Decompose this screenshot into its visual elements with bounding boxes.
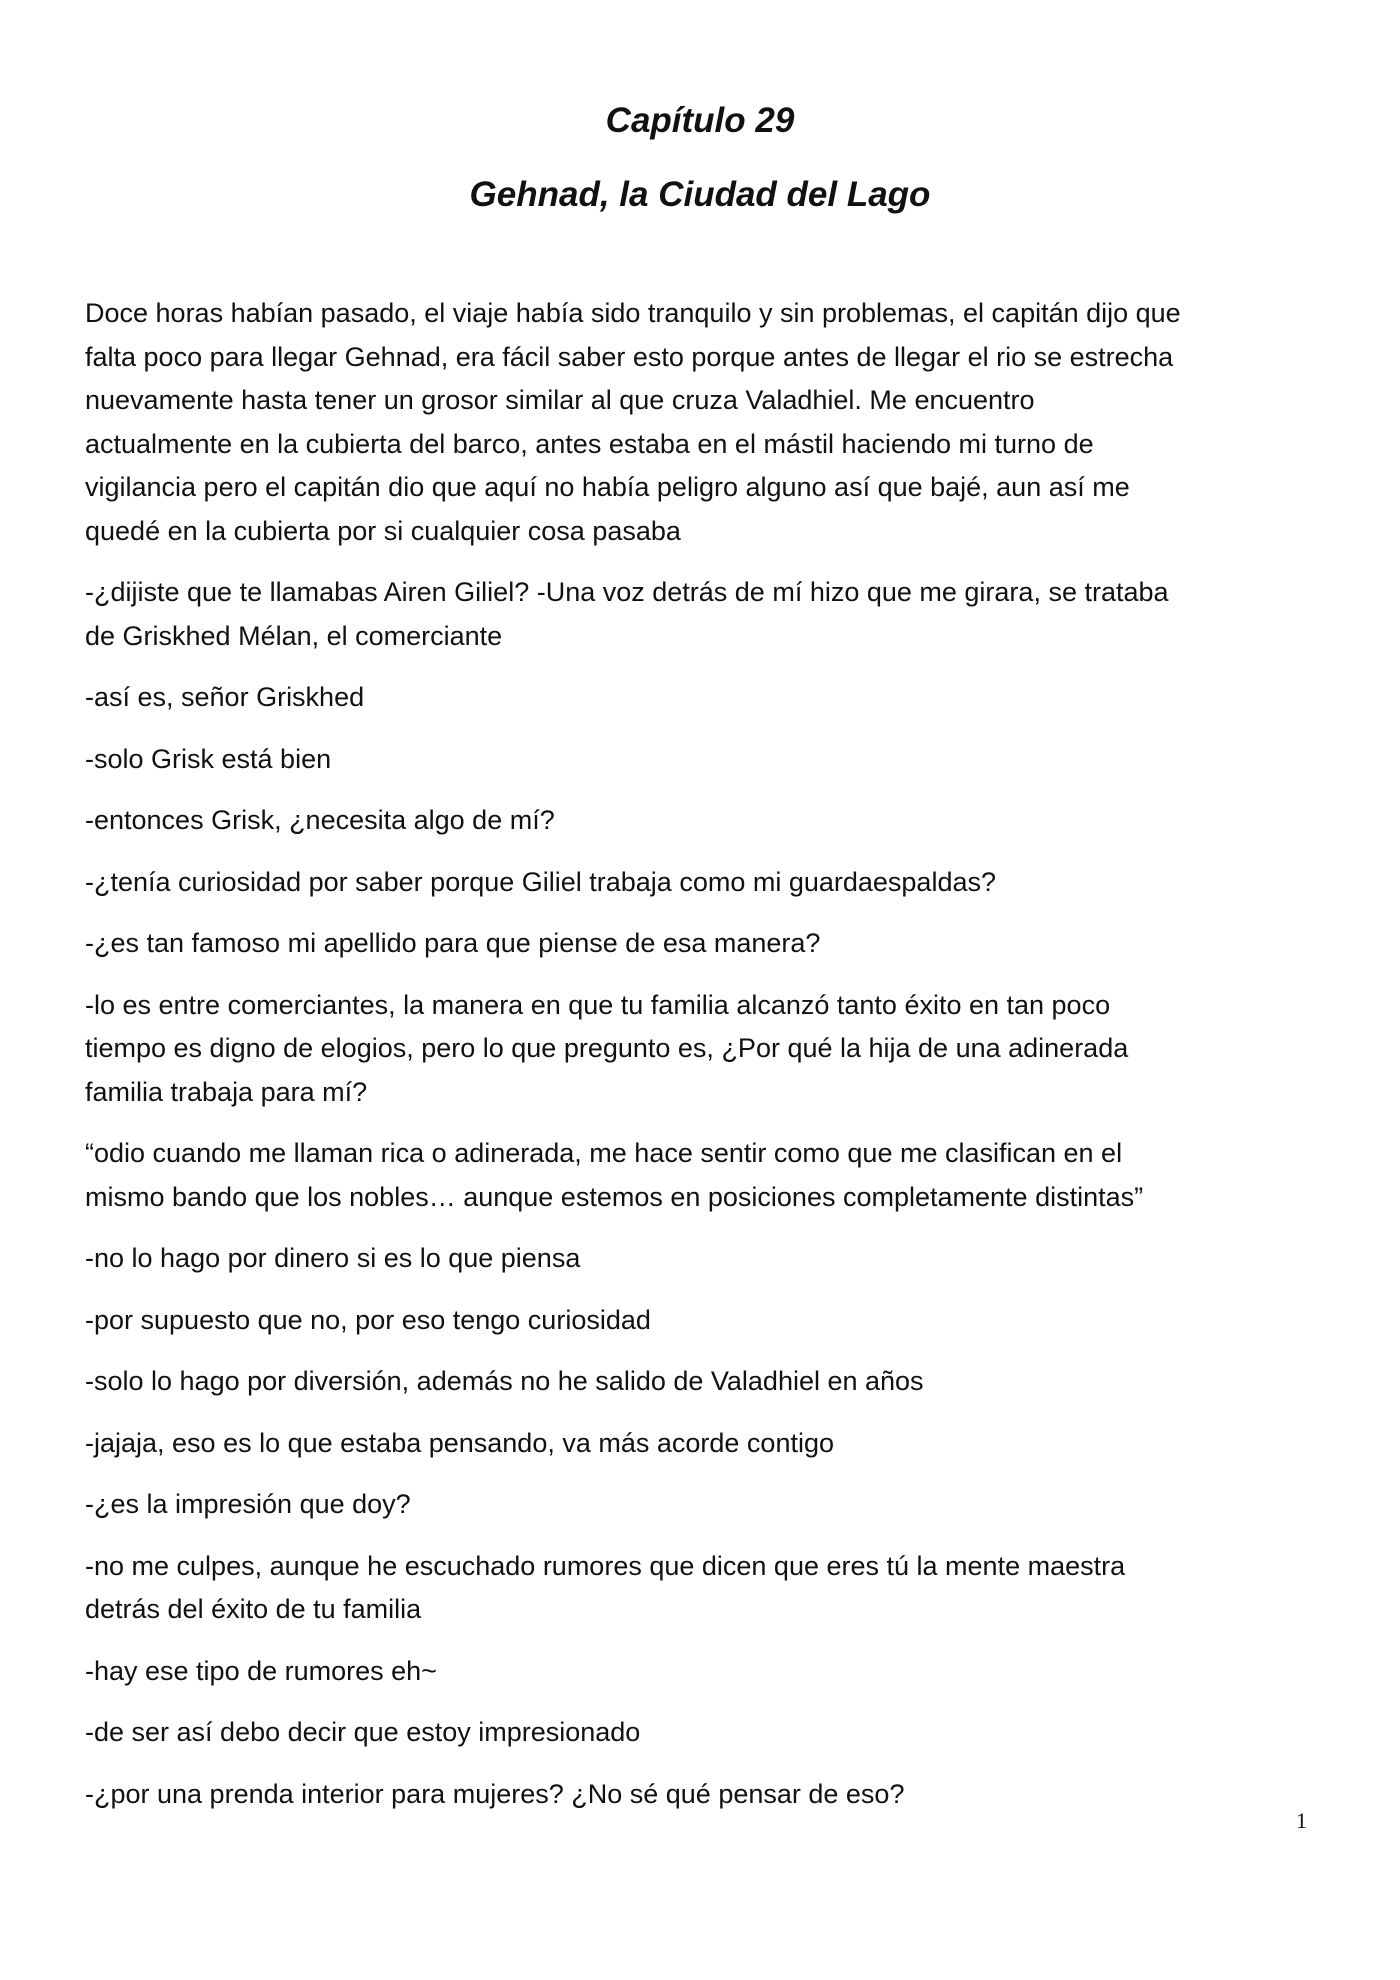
text-line: detrás del éxito de tu familia bbox=[85, 1594, 422, 1624]
paragraph bbox=[85, 1237, 1335, 1281]
text-line: -¿es la impresión que doy? bbox=[85, 1489, 411, 1519]
chapter-subtitle: Gehnad, la Ciudad del Lago bbox=[469, 175, 931, 214]
paragraph bbox=[85, 1773, 1335, 1817]
paragraph bbox=[85, 292, 1335, 553]
paragraph bbox=[85, 1545, 1335, 1632]
paragraph bbox=[85, 922, 1335, 966]
chapter-title: Capítulo 29 bbox=[605, 101, 795, 140]
body-text bbox=[85, 292, 1335, 1834]
paragraph bbox=[85, 861, 1335, 905]
text-line: -¿por una prenda interior para mujeres? ¿No sé qué pensar de eso? bbox=[85, 1778, 905, 1809]
text-line: -hay ese tipo de rumores eh~ bbox=[85, 1655, 437, 1686]
paragraph bbox=[85, 1299, 1335, 1343]
text-line: -jajaja, eso es lo que estaba pensando, va más acorde contigo bbox=[85, 1427, 834, 1458]
chapter-heading bbox=[0, 84, 1400, 232]
paragraph bbox=[85, 1422, 1335, 1466]
paragraph bbox=[85, 799, 1335, 843]
text-line: familia trabaja para mí? bbox=[85, 1076, 368, 1107]
text-line: tiempo es digno de elogios, pero lo que pregunto es, ¿Por qué la hija de una adinerada bbox=[85, 1033, 1129, 1063]
text-line: -de ser así debo decir que estoy impresionado bbox=[85, 1717, 641, 1747]
text-line: -no lo hago por dinero si es lo que piensa bbox=[85, 1243, 581, 1273]
text-line: nuevamente hasta tener un grosor similar al que cruza Valadhiel. Me encuentro bbox=[85, 385, 1035, 415]
paragraph bbox=[85, 1483, 1335, 1527]
text-line: -solo lo hago por diversión, además no he salido de Valadhiel en años bbox=[85, 1366, 924, 1396]
text-line: quedé en la cubierta por si cualquier cosa pasaba bbox=[85, 515, 681, 546]
paragraph bbox=[85, 571, 1335, 658]
text-line: de Griskhed Mélan, el comerciante bbox=[85, 620, 503, 651]
paragraph bbox=[85, 1132, 1335, 1219]
paragraph bbox=[85, 676, 1335, 720]
paragraph bbox=[85, 1650, 1335, 1694]
text-line: -¿dijiste que te llamabas Airen Giliel? -Una voz detrás de mí hizo que me girara, se trataba bbox=[85, 577, 1169, 607]
text-line: -no me culpes, aunque he escuchado rumores que dicen que eres tú la mente maestra bbox=[85, 1550, 1126, 1581]
text-line: -¿tenía curiosidad por saber porque Giliel trabaja como mi guardaespaldas? bbox=[85, 866, 996, 897]
text-line: Doce horas habían pasado, el viaje había sido tranquilo y sin problemas, el capitán dijo que bbox=[85, 298, 1181, 328]
page-number: 1 bbox=[1296, 1808, 1307, 1833]
paragraph bbox=[85, 738, 1335, 782]
text-line: actualmente en la cubierta del barco, antes estaba en el mástil haciendo mi turno de bbox=[85, 428, 1094, 459]
paragraph bbox=[85, 1360, 1335, 1404]
text-line: -¿es tan famoso mi apellido para que piense de esa manera? bbox=[85, 928, 821, 958]
text-line: -entonces Grisk, ¿necesita algo de mí? bbox=[85, 805, 555, 835]
text-line: -por supuesto que no, por eso tengo curiosidad bbox=[85, 1304, 651, 1335]
text-line: -lo es entre comerciantes, la manera en que tu familia alcanzó tanto éxito en tan poco bbox=[85, 989, 1111, 1020]
text-line: vigilancia pero el capitán dio que aquí no había peligro alguno así que bajé, aun así me bbox=[85, 472, 1130, 502]
paragraph bbox=[85, 984, 1335, 1115]
text-line: -solo Grisk está bien bbox=[85, 743, 332, 774]
text-line: falta poco para llegar Gehnad, era fácil saber esto porque antes de llegar el rio se estrecha bbox=[85, 341, 1174, 372]
text-line: “odio cuando me llaman rica o adinerada, me hace sentir como que me clasifican en el bbox=[85, 1138, 1123, 1168]
paragraph bbox=[85, 1711, 1335, 1755]
text-line: -así es, señor Griskhed bbox=[85, 682, 365, 712]
text-line: mismo bando que los nobles… aunque estemos en posiciones completamente distintas” bbox=[85, 1181, 1144, 1212]
